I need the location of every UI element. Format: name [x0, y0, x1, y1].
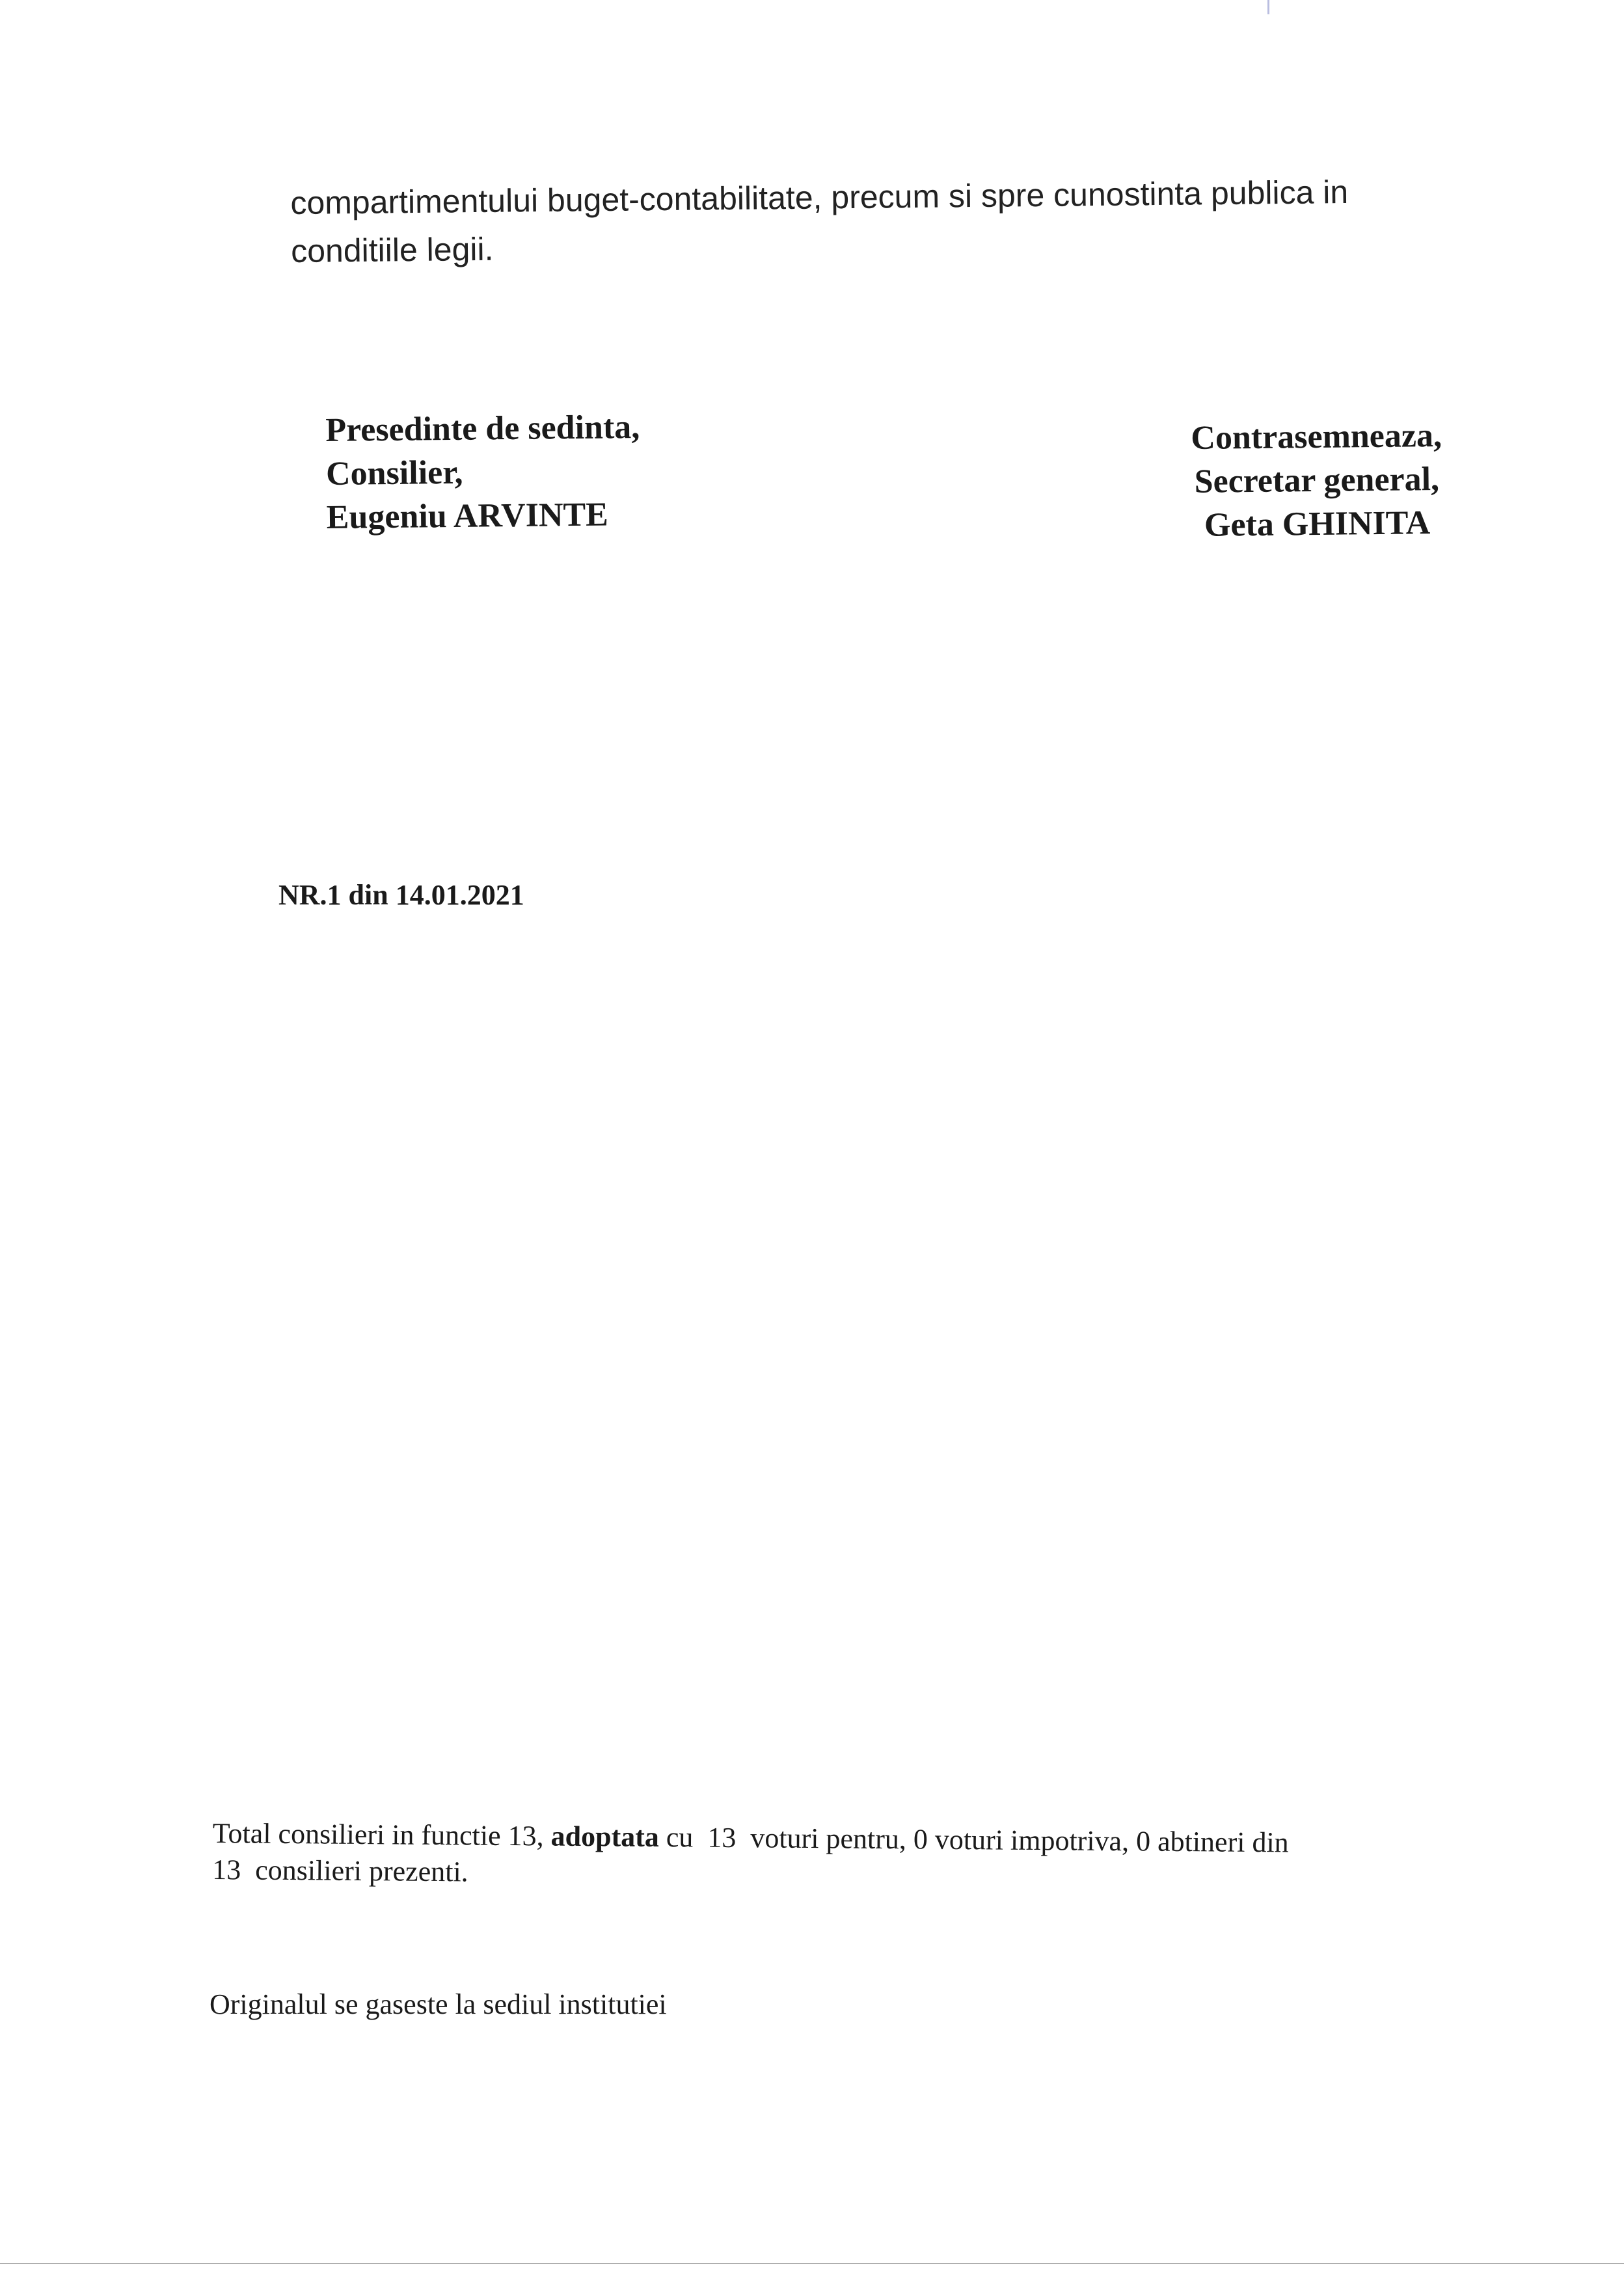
- intro-paragraph: [290, 167, 1472, 275]
- page-bottom-edge: [0, 2263, 1624, 2264]
- signature-left-title: Consilier,: [325, 453, 463, 493]
- vote-summary: [212, 1815, 1449, 1899]
- intro-paragraph-line-1: compartimentului buget-contabilitate, precum si spre cunostinta publica in: [290, 173, 1349, 221]
- signature-block-left: [325, 405, 641, 539]
- vote-summary-line-2: 13 consilieri prezenti.: [212, 1853, 468, 1888]
- vote-summary-part-1: Total consilieri in functie 13,: [212, 1817, 551, 1852]
- signature-left-role: Presedinte de sedinta,: [325, 408, 640, 449]
- signature-left-name: Eugeniu ARVINTE: [326, 496, 609, 536]
- scan-artifact-mark: [1267, 0, 1269, 14]
- signature-right-role: Contrasemneaza,: [1191, 416, 1442, 457]
- intro-paragraph-line-2: conditiile legii.: [290, 230, 494, 269]
- adopted-label: adoptata: [550, 1820, 660, 1853]
- signature-right-name: Geta GHINITA: [1204, 504, 1431, 544]
- signature-block-right: [1191, 414, 1443, 547]
- decision-number: NR.1 din 14.01.2021: [278, 879, 524, 911]
- original-location-note: Originalul se gaseste la sediul institutiei: [210, 1988, 667, 2020]
- signature-right-title: Secretar general,: [1194, 461, 1440, 500]
- vote-summary-part-2: cu 13 voturi pentru, 0 voturi impotriva, 0 abtineri din: [658, 1820, 1289, 1859]
